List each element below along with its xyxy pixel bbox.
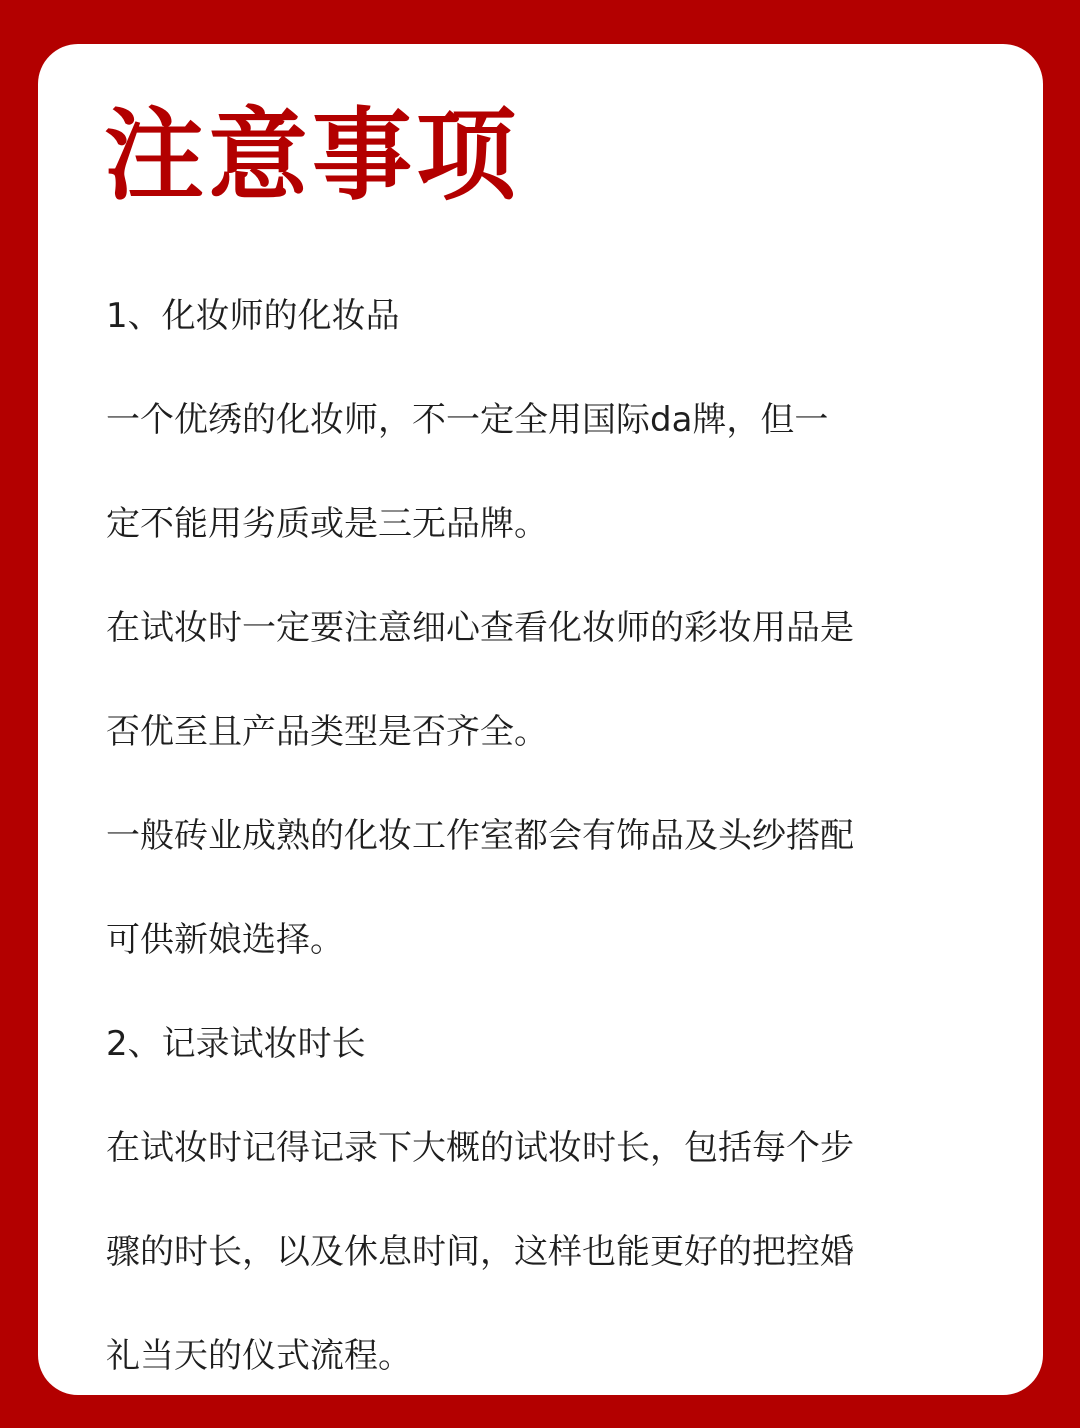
text-line-section-2-heading: 2、记录试妆时长 — [106, 1024, 366, 1064]
text-line: 骤的时长，以及休息时间，这样也能更好的把控婚 — [106, 1232, 854, 1272]
text-line: 在试妆时一定要注意细心查看化妆师的彩妆用品是 — [106, 608, 854, 648]
text-line: 礼当天的仪式流程。 — [106, 1336, 412, 1376]
text-line: 否优至且产品类型是否齐全。 — [106, 712, 548, 752]
text-line-section-1-heading: 1、化妆师的化妆品 — [106, 296, 400, 336]
text-line: 定不能用劣质或是三无品牌。 — [106, 504, 548, 544]
text-line: 一般砖业成熟的化妆工作室都会有饰品及头纱搭配 — [106, 816, 854, 856]
content-card — [38, 44, 1043, 1395]
body-text — [106, 284, 986, 1428]
text-line: 一个优绣的化妆师，不一定全用国际da牌，但一 — [106, 400, 829, 440]
text-line: 在试妆时记得记录下大概的试妆时长，包括每个步 — [106, 1128, 854, 1168]
text-line: 可供新娘选择。 — [106, 920, 344, 960]
page-title: 注意事项 — [104, 97, 520, 214]
